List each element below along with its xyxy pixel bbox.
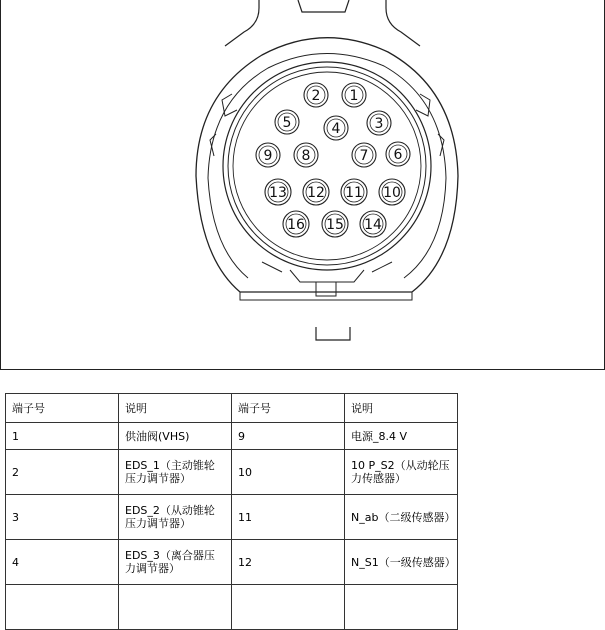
svg-text:9: 9 <box>263 148 273 164</box>
table-row <box>6 450 458 495</box>
table-row-partial <box>6 585 458 630</box>
header-description-2: 说明 <box>345 394 458 423</box>
pin-9 <box>256 143 280 167</box>
connector-top-latch <box>298 0 349 12</box>
table-cell <box>345 585 458 630</box>
svg-text:1: 1 <box>349 88 359 104</box>
svg-text:5: 5 <box>282 115 292 131</box>
pin-6 <box>386 142 410 166</box>
table-cell: 供油阀(VHS) <box>119 423 232 450</box>
svg-text:13: 13 <box>269 185 287 201</box>
connector-outer-body <box>196 38 458 292</box>
table-cell <box>6 585 119 630</box>
table-cell: EDS_3（离合器压力调节器） <box>119 540 232 585</box>
table-row <box>6 540 458 585</box>
table-cell: 11 <box>232 495 345 540</box>
pin-7 <box>352 143 376 167</box>
connector-bottom-key <box>316 327 350 340</box>
table-cell: 10 P_S2（从动轮压力传感器） <box>345 450 458 495</box>
svg-text:16: 16 <box>287 217 305 233</box>
svg-text:4: 4 <box>331 121 341 137</box>
pin-10 <box>379 179 405 205</box>
table-cell: EDS_1（主动锥轮压力调节器） <box>119 450 232 495</box>
table-cell: EDS_2（从动锥轮压力调节器） <box>119 495 232 540</box>
pin-4 <box>324 116 348 140</box>
header-terminal-2: 端子号 <box>232 394 345 423</box>
connector-neck <box>240 262 412 300</box>
table-cell: 12 <box>232 540 345 585</box>
svg-text:11: 11 <box>345 185 363 201</box>
table-header-row <box>6 394 458 423</box>
svg-text:2: 2 <box>311 88 321 104</box>
pin-5 <box>275 110 299 134</box>
table-row <box>6 423 458 450</box>
table-cell <box>232 585 345 630</box>
svg-text:3: 3 <box>374 116 384 132</box>
pin-15 <box>322 211 348 237</box>
table-row <box>6 495 458 540</box>
table-cell: 1 <box>6 423 119 450</box>
svg-text:7: 7 <box>359 148 369 164</box>
table-cell: N_S1（一级传感器） <box>345 540 458 585</box>
connector-top-tab <box>225 0 420 46</box>
svg-text:15: 15 <box>326 217 344 233</box>
table-cell: 电源_8.4 V <box>345 423 458 450</box>
table-cell: 3 <box>6 495 119 540</box>
figure-frame <box>1 0 605 370</box>
svg-text:10: 10 <box>383 185 401 201</box>
pin-8 <box>294 143 318 167</box>
svg-text:12: 12 <box>307 185 325 201</box>
pin-11 <box>341 179 367 205</box>
pin-16 <box>283 211 309 237</box>
svg-text:8: 8 <box>301 148 311 164</box>
table-cell: 10 <box>232 450 345 495</box>
connector-neck-lower <box>316 282 336 296</box>
svg-text:14: 14 <box>364 217 382 233</box>
pin-13 <box>265 179 291 205</box>
pin-1 <box>342 83 366 107</box>
pin-3 <box>367 111 391 135</box>
header-terminal-1: 端子号 <box>6 394 119 423</box>
header-description-1: 说明 <box>119 394 232 423</box>
table-cell: 9 <box>232 423 345 450</box>
table-cell: 2 <box>6 450 119 495</box>
pin-14 <box>360 211 386 237</box>
connector-inner-body <box>208 53 446 278</box>
svg-text:6: 6 <box>393 147 403 163</box>
pin-assignment-table <box>5 393 458 630</box>
table-cell: N_ab（二级传感器） <box>345 495 458 540</box>
pin-12 <box>303 179 329 205</box>
pin-2 <box>304 83 328 107</box>
table-cell <box>119 585 232 630</box>
table-cell: 4 <box>6 540 119 585</box>
